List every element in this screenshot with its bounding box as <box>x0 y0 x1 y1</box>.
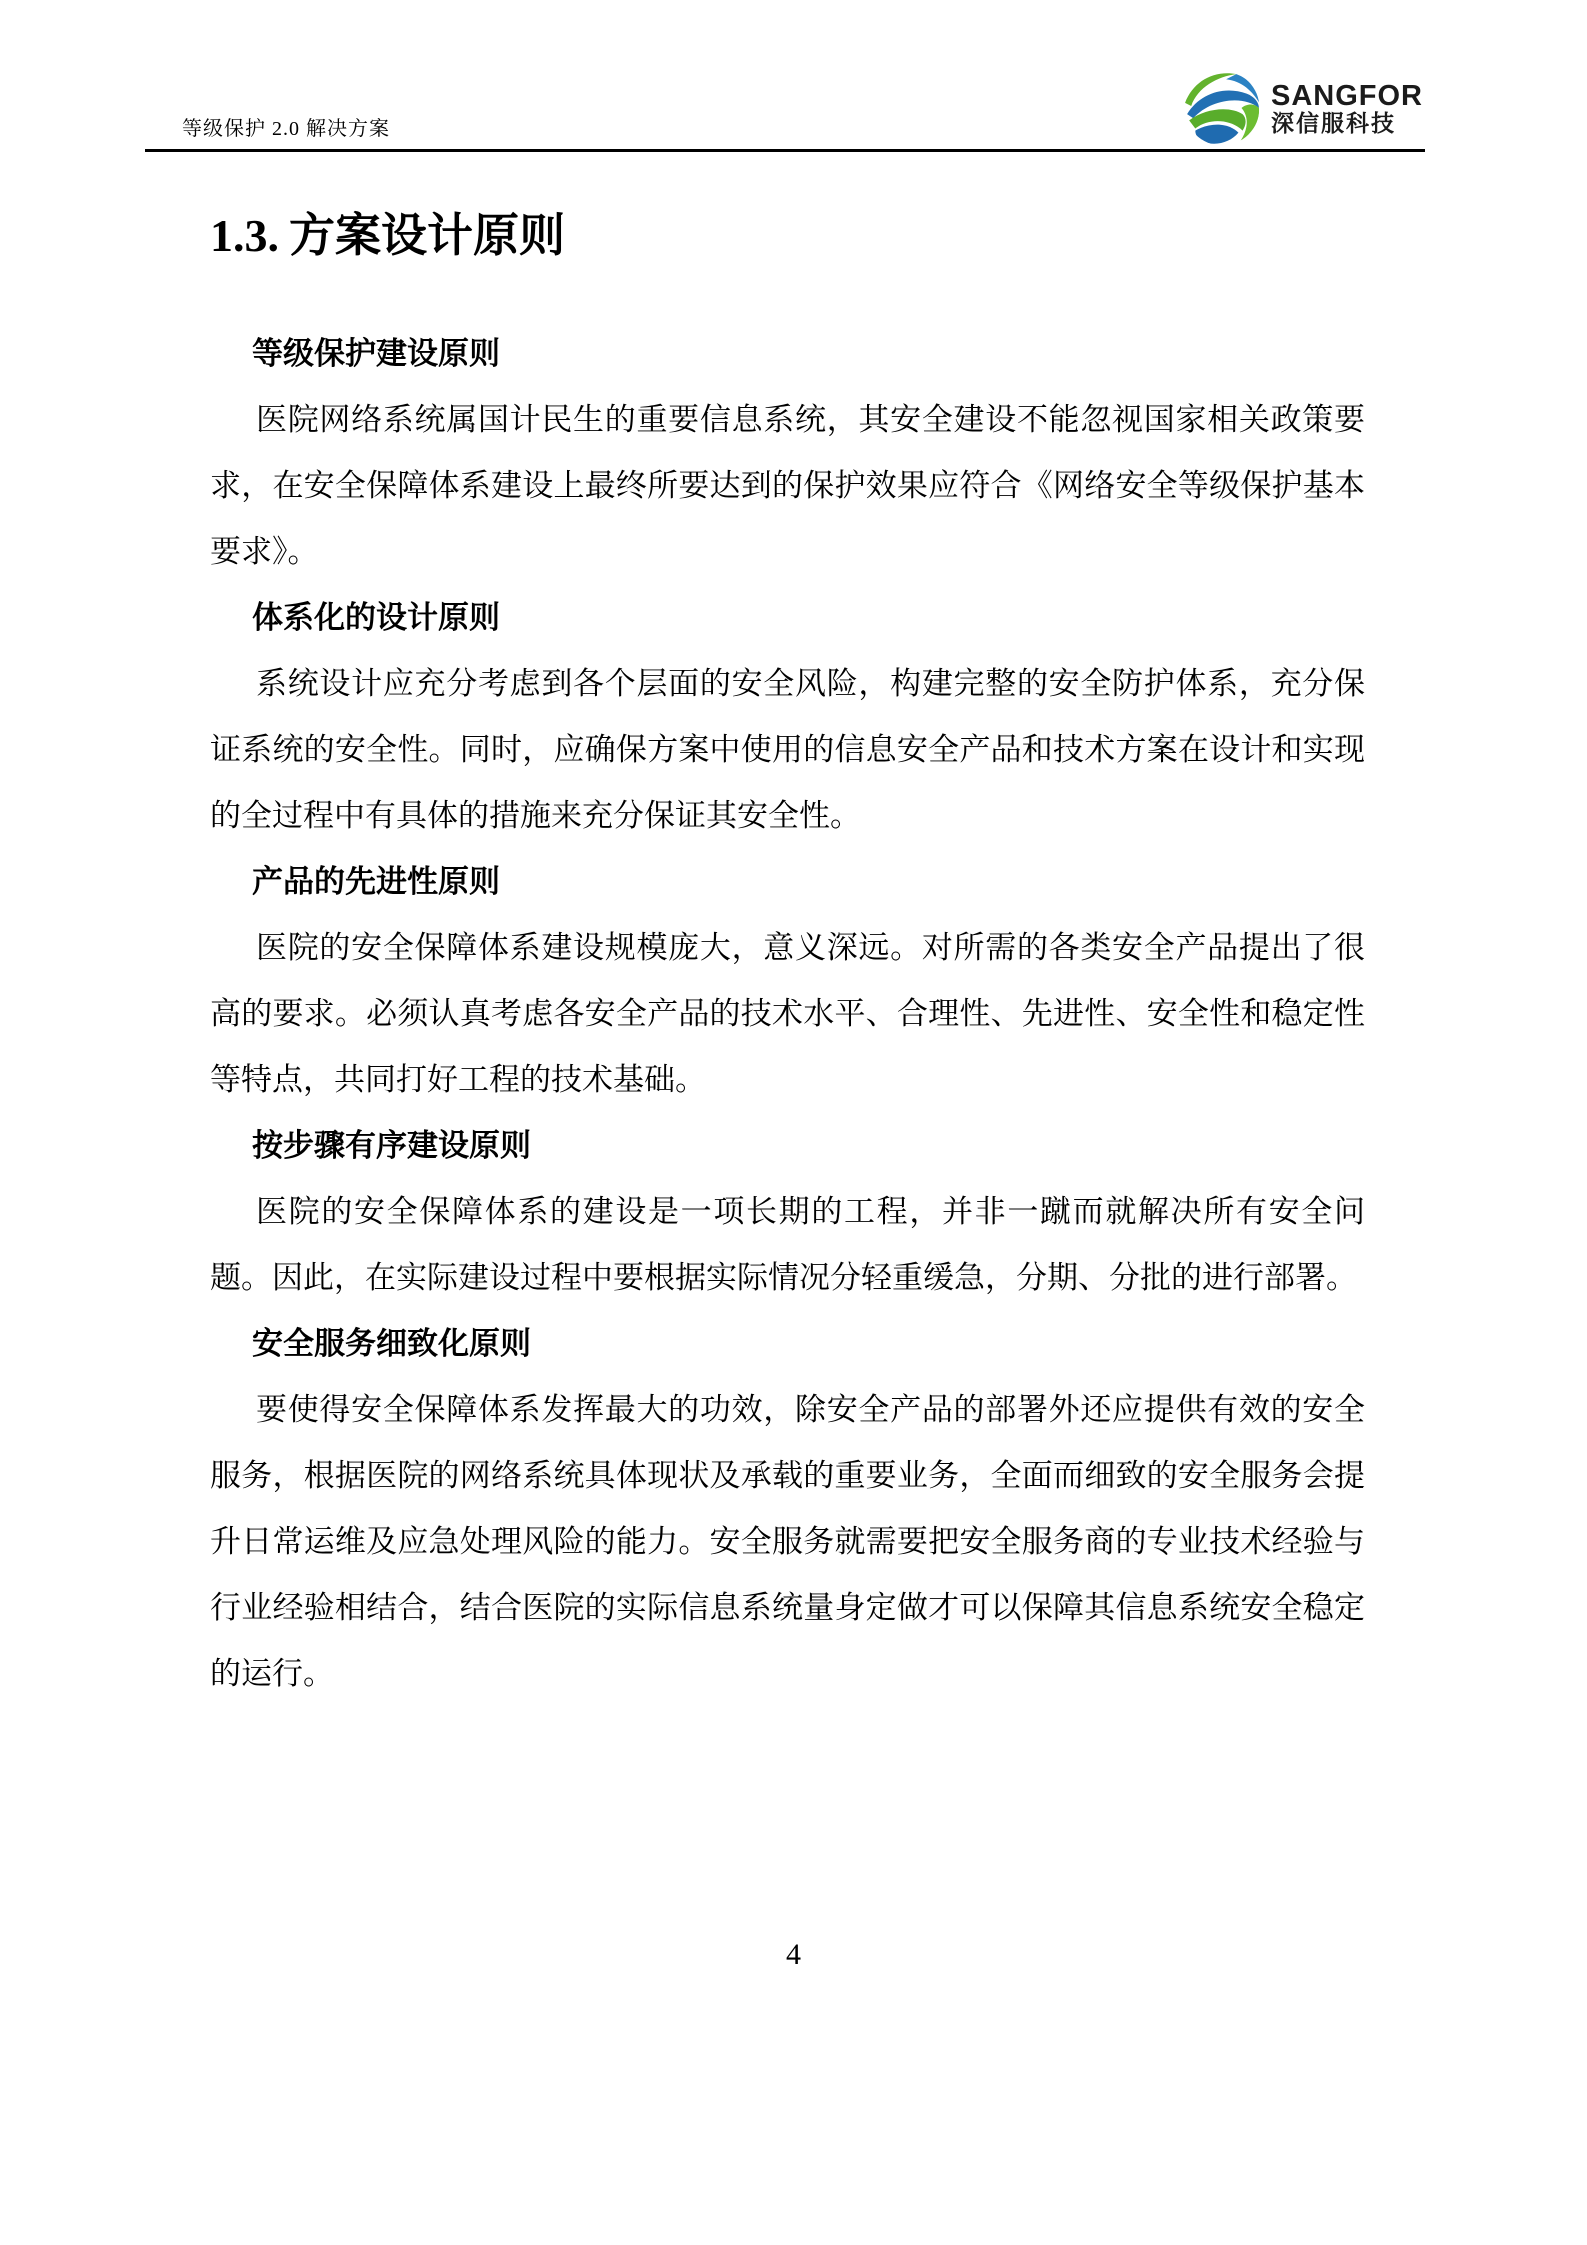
section-heading: 产品的先进性原则 <box>252 864 500 899</box>
logo-wordmark <box>1271 81 1423 136</box>
page-number: 4 <box>786 1938 801 1971</box>
section-refined-security-service <box>210 1311 1365 1707</box>
section-systematic-design <box>210 585 1365 849</box>
logo-brand-name: SANGFOR <box>1271 79 1423 112</box>
section-level-protection <box>210 321 1365 585</box>
page-footer <box>0 1938 1587 1972</box>
page-title-number: 1.3. <box>210 210 279 261</box>
document-body <box>210 160 1365 1707</box>
section-paragraph: 要使得安全保障体系发挥最大的功效，除安全产品的部署外还应提供有效的安全服务，根据医院的网络系统具体现状及承载的重要业务，全面而细致的安全服务会提升日常运维及应急处理风险的能力。安全服务就需要把安全服务商的专业技术经验与行业经验相结合，结合医院的实际信息系统量身定做才可以保障其信息系统安全稳定的运行。 <box>210 1392 1365 1691</box>
section-paragraph: 医院网络系统属国计民生的重要信息系统，其安全建设不能忽视国家相关政策要求，在安全保障体系建设上最终所要达到的保护效果应符合《网络安全等级保护基本要求》。 <box>210 402 1365 569</box>
sangfor-globe-icon <box>1183 69 1261 147</box>
section-paragraph: 医院的安全保障体系建设规模庞大，意义深远。对所需的各类安全产品提出了很高的要求。必须认真考虑各安全产品的技术水平、合理性、先进性、安全性和稳定性等特点，共同打好工程的技术基础。 <box>210 930 1365 1097</box>
section-heading: 体系化的设计原则 <box>252 600 500 635</box>
section-paragraph: 系统设计应充分考虑到各个层面的安全风险，构建完整的安全防护体系，充分保证系统的安全性。同时，应确保方案中使用的信息安全产品和技术方案在设计和实现的全过程中有具体的措施来充分保证其安全性。 <box>210 666 1365 833</box>
section-heading: 按步骤有序建设原则 <box>252 1128 531 1163</box>
page-title <box>210 205 1365 266</box>
header-doc-title: 等级保护 2.0 解决方案 <box>182 118 390 140</box>
sangfor-logo <box>1183 69 1423 147</box>
section-stepwise-construction <box>210 1113 1365 1311</box>
section-product-advancement <box>210 849 1365 1113</box>
logo-company-name: 深信服科技 <box>1271 110 1396 137</box>
document-header <box>145 0 1425 152</box>
section-paragraph: 医院的安全保障体系的建设是一项长期的工程，并非一蹴而就解决所有安全问题。因此，在实际建设过程中要根据实际情况分轻重缓急，分期、分批的进行部署。 <box>210 1194 1365 1295</box>
section-heading: 等级保护建设原则 <box>252 336 500 371</box>
page-title-text: 方案设计原则 <box>289 209 565 261</box>
section-heading: 安全服务细致化原则 <box>252 1326 531 1361</box>
